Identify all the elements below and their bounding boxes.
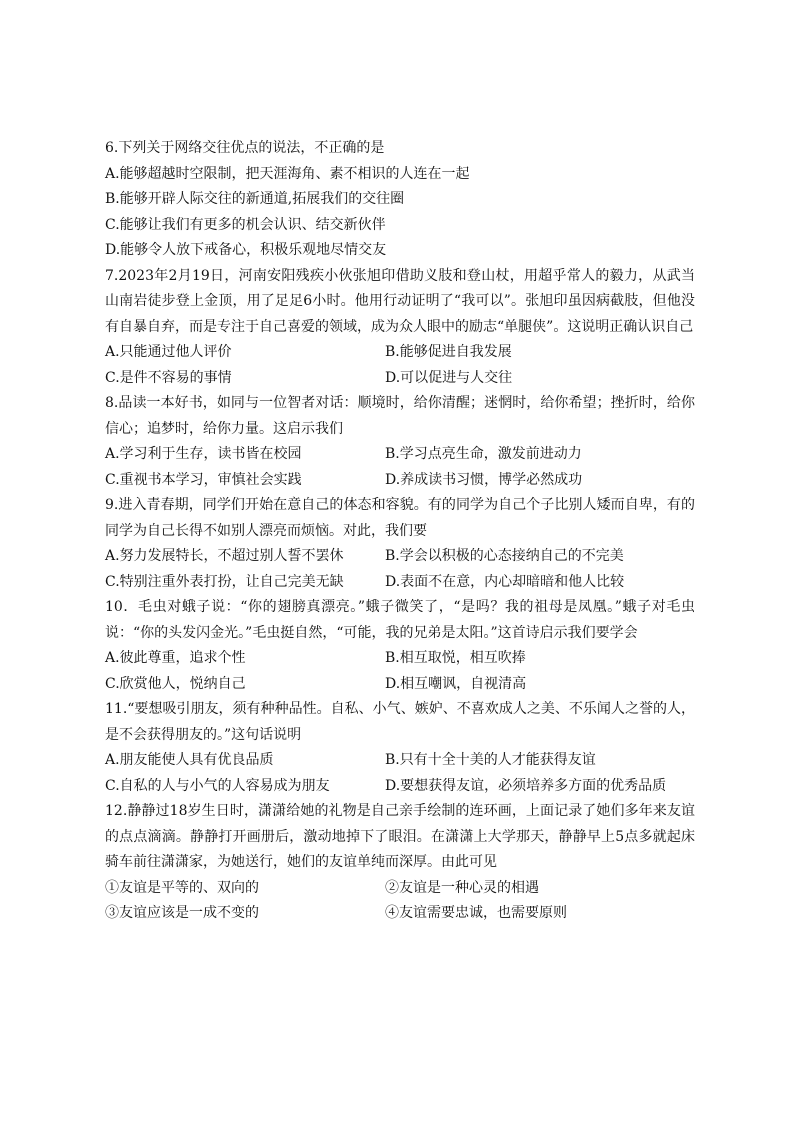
question-9-options-row-1 <box>105 544 695 570</box>
question-12-option-4: ④友谊需要忠诚，也需要原则 <box>385 905 567 921</box>
question-8-option-c: C.重视书本学习，审慎社会实践 <box>105 471 302 488</box>
question-10-option-d: D.相互嘲讽，自视清高 <box>385 675 527 692</box>
question-10-option-a: A.彼此尊重，追求个性 <box>105 650 246 666</box>
question-12-options-row-2 <box>105 901 695 927</box>
question-7-option-c: C.是件不容易的事情 <box>105 369 232 386</box>
question-7-option-a: A.只能通过他人评价 <box>105 344 232 360</box>
question-8-option-b: B.学习点亮生命，激发前进动力 <box>385 446 582 462</box>
question-9-options-row-2 <box>105 570 695 596</box>
question-7-option-b: B.能够促进自我发展 <box>385 344 512 360</box>
question-11-options-row-1 <box>105 748 695 774</box>
question-10-stem: 10．毛虫对蛾子说：“你的翅膀真漂亮。”蛾子微笑了，“是吗？我的祖母是凤凰。”蛾子对毛虫说：“你的头发闪金光。”毛虫挺自然，“可能，我的兄弟是太阳。”这首诗启示我们要学会 <box>105 599 695 641</box>
question-9-option-d: D.表面不在意，内心却暗暗和他人比较 <box>385 573 625 590</box>
question-10-options-row-1 <box>105 646 695 672</box>
question-8-options-row-2 <box>105 468 695 494</box>
question-8-option-d: D.养成读书习惯，博学必然成功 <box>385 471 583 488</box>
question-10-options-row-2 <box>105 672 695 698</box>
question-9-option-a: A.努力发展特长，不超过别人誓不罢休 <box>105 548 344 564</box>
question-11-option-d: D.要想获得友谊，必须培养多方面的优秀品质 <box>385 777 667 794</box>
question-11-options-row-2 <box>105 774 695 800</box>
question-8-stem: 8.品读一本好书，如同与一位智者对话：顺境时，给你清醒；迷惘时，给你希望；挫折时，给你信心；追梦时，给你力量。这启示我们 <box>105 395 695 437</box>
question-12-options-row-1 <box>105 876 695 902</box>
question-8-options-row-1 <box>105 442 695 468</box>
question-7-stem: 7.2023年2月19日，河南安阳残疾小伙张旭印借助义肢和登山杖，用超乎常人的毅力，从武当山南岩徒步登上金顶，用了足足6小时。他用行动证明了“我可以”。张旭印虽因病截肢，但他没有自暴自弃，而是专注于自己喜爱的领域，成为众人眼中的励志“单腿侠”。这说明正确认识自己 <box>105 267 695 335</box>
question-7-option-d: D.可以促进与人交往 <box>385 369 513 386</box>
question-list <box>105 136 695 927</box>
question-10-option-c: C.欣赏他人，悦纳自己 <box>105 675 246 692</box>
question-10-option-b: B.相互取悦，相互吹捧 <box>385 650 526 666</box>
question-9-option-c: C.特别注重外表打扮，让自己完美无缺 <box>105 573 344 590</box>
question-6-option-c: C.能够让我们有更多的机会认识、结交新伙伴 <box>105 216 386 233</box>
question-11-stem: 11.“要想吸引朋友，须有种种品性。自私、小气、嫉妒、不喜欢成人之美、不乐闻人之誉的人，是不会获得朋友的。”这句话说明 <box>105 701 695 743</box>
question-12-stem: 12.静静过18岁生日时，潇潇给她的礼物是自己亲手绘制的连环画，上面记录了她们多年来友谊的点点滴滴。静静打开画册后，激动地掉下了眼泪。在潇潇上大学那天，静静早上5点多就起床骑车前往潇潇家，为她送行，她们的友谊单纯而深厚。由此可见 <box>105 803 695 870</box>
question-9-option-b: B.学会以积极的心态接纳自己的不完美 <box>385 548 624 564</box>
question-11-option-c: C.自私的人与小气的人容易成为朋友 <box>105 777 330 794</box>
question-8-option-a: A.学习利于生存，读书皆在校园 <box>105 446 302 462</box>
question-6-option-b: B.能够开辟人际交往的新通道,拓展我们的交往圈 <box>105 191 405 207</box>
question-12-option-2: ②友谊是一种心灵的相遇 <box>385 879 539 896</box>
question-9-stem: 9.进入青春期，同学们开始在意自己的体态和容貌。有的同学为自己个子比别人矮而自卑，有的同学为自己长得不如别人漂亮而烦恼。对此，我们要 <box>105 497 695 539</box>
question-11-option-b: B.只有十全十美的人才能获得友谊 <box>385 752 596 768</box>
question-6-option-a: A.能够超越时空限制，把天涯海角、素不相识的人连在一起 <box>105 165 470 182</box>
question-7-options-row-1 <box>105 340 695 366</box>
question-12-option-3: ③友谊应该是一成不变的 <box>105 905 259 921</box>
question-6-option-d: D.能够令人放下戒备心，积极乐观地尽情交友 <box>105 242 387 258</box>
question-7-options-row-2 <box>105 366 695 392</box>
question-11-option-a: A.朋友能使人具有优良品质 <box>105 752 274 768</box>
question-12-option-1: ①友谊是平等的、双向的 <box>105 879 259 896</box>
question-6-stem: 6.下列关于网络交往优点的说法，不正确的是 <box>105 140 385 156</box>
